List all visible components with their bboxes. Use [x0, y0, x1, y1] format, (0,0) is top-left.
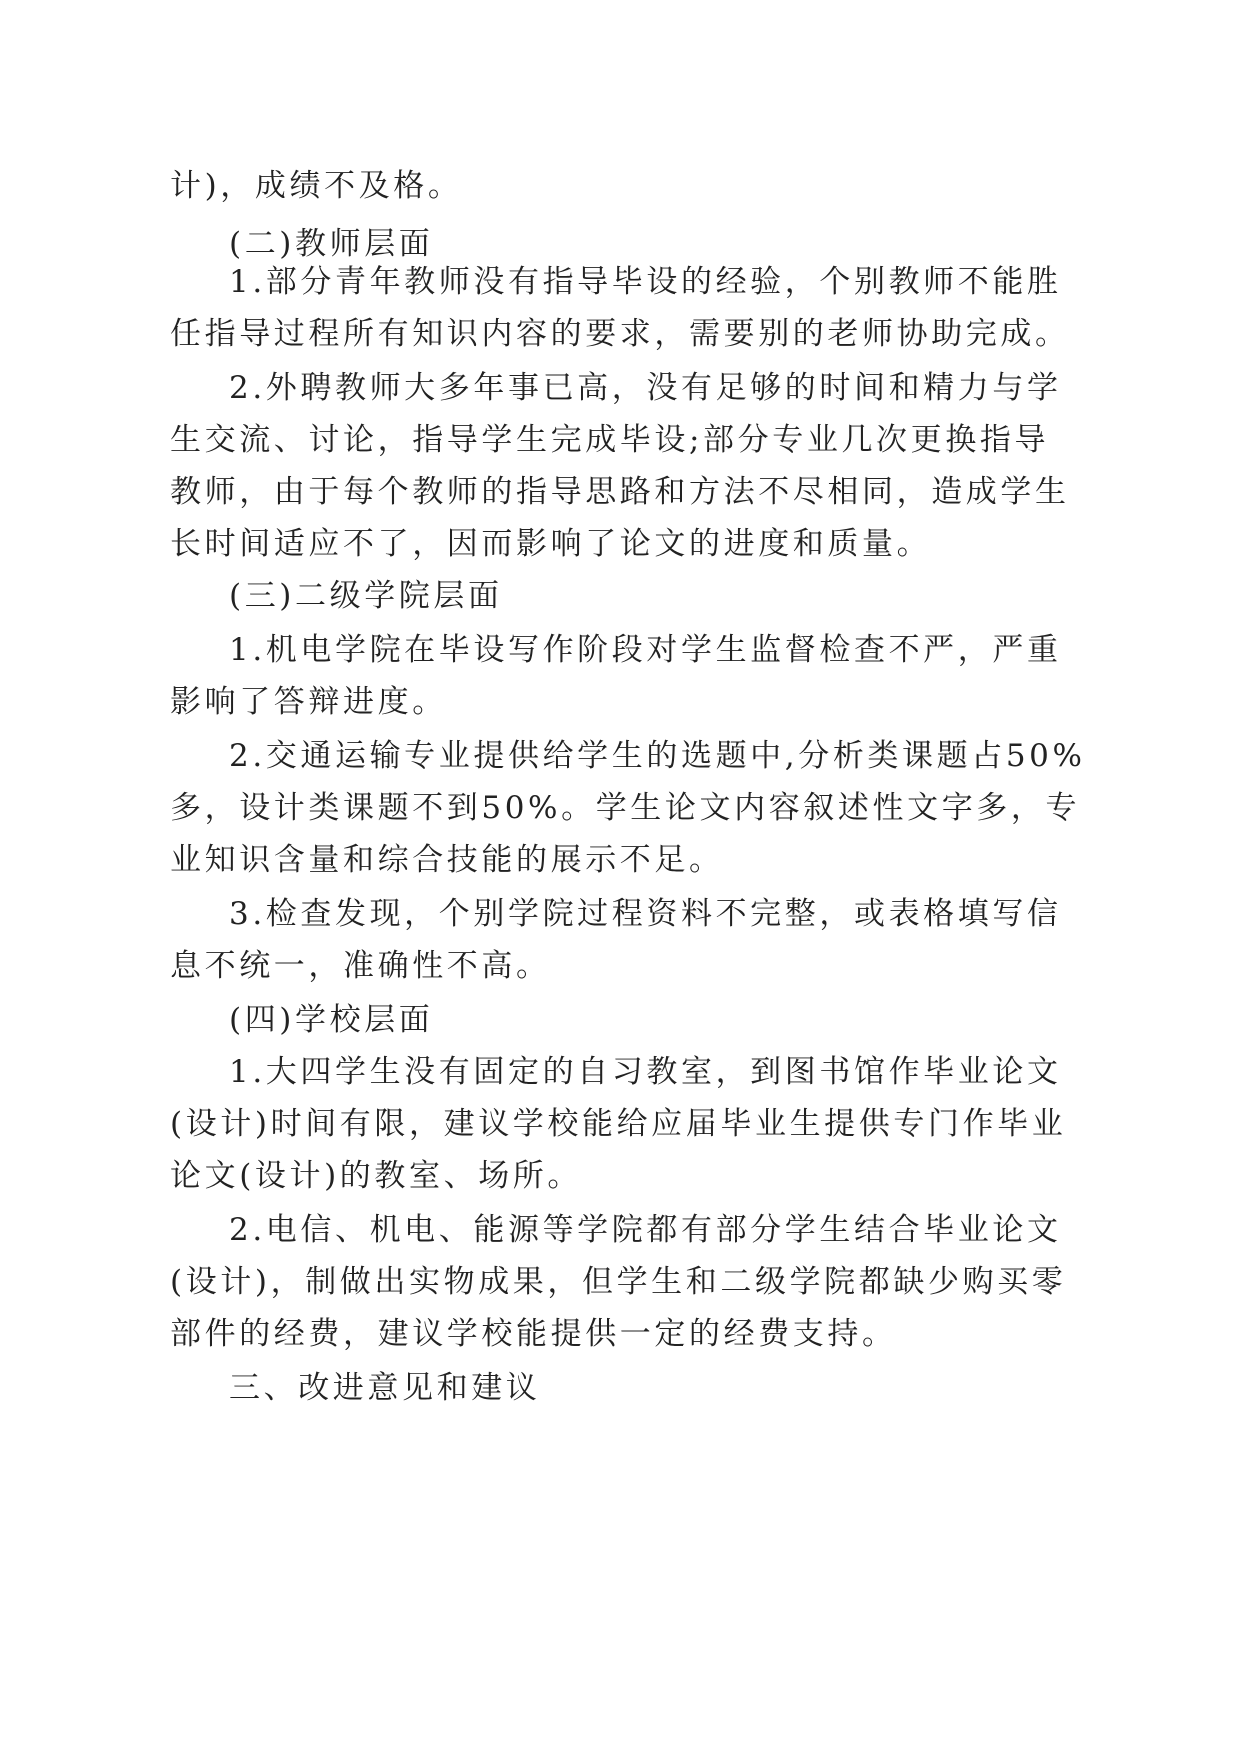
- text-line-18: 1.大四学生没有固定的自习教室，到图书馆作毕业论文: [229, 1054, 1062, 1090]
- text-line-15: 3.检查发现，个别学院过程资料不完整，或表格填写信: [229, 896, 1062, 932]
- text-line-23: 部件的经费，建议学校能提供一定的经费支持。: [170, 1316, 897, 1352]
- text-line-13: 多，设计类课题不到50%。学生论文内容叙述性文字多，专: [170, 790, 1081, 826]
- text-line-5: 2.外聘教师大多年事已高，没有足够的时间和精力与学: [229, 370, 1062, 406]
- text-line-7: 教师，由于每个教师的指导思路和方法不尽相同，造成学生: [170, 474, 1070, 510]
- text-line-1: 计)，成绩不及格。: [170, 168, 463, 204]
- text-line-3: 1.部分青年教师没有指导毕设的经验，个别教师不能胜: [229, 264, 1062, 300]
- text-line-21: 2.电信、机电、能源等学院都有部分学生结合毕业论文: [229, 1212, 1062, 1248]
- text-line-8: 长时间适应不了，因而影响了论文的进度和质量。: [170, 526, 932, 562]
- text-line-20: 论文(设计)的教室、场所。: [170, 1158, 582, 1194]
- text-line-22: (设计)，制做出实物成果，但学生和二级学院都缺少购买零: [170, 1264, 1067, 1300]
- text-line-4: 任指导过程所有知识内容的要求，需要别的老师协助完成。: [170, 316, 1070, 352]
- text-line-11: 影响了答辩进度。: [170, 684, 447, 720]
- text-line-10: 1.机电学院在毕设写作阶段对学生监督检查不严，严重: [229, 632, 1062, 668]
- text-line-19: (设计)时间有限，建议学校能给应届毕业生提供专门作毕业: [170, 1106, 1067, 1142]
- section-heading-suggestions: 三、改进意见和建议: [229, 1370, 541, 1406]
- text-line-6: 生交流、讨论，指导学生完成毕设;部分专业几次更换指导: [170, 422, 1050, 458]
- text-line-14: 业知识含量和综合技能的展示不足。: [170, 842, 724, 878]
- section-heading-college: (三)二级学院层面: [229, 578, 503, 614]
- section-heading-school: (四)学校层面: [229, 1002, 434, 1038]
- text-line-16: 息不统一，准确性不高。: [170, 948, 551, 984]
- section-heading-teachers: (二)教师层面: [229, 226, 434, 262]
- text-line-12: 2.交通运输专业提供给学生的选题中,分析类课题占50%: [229, 738, 1086, 774]
